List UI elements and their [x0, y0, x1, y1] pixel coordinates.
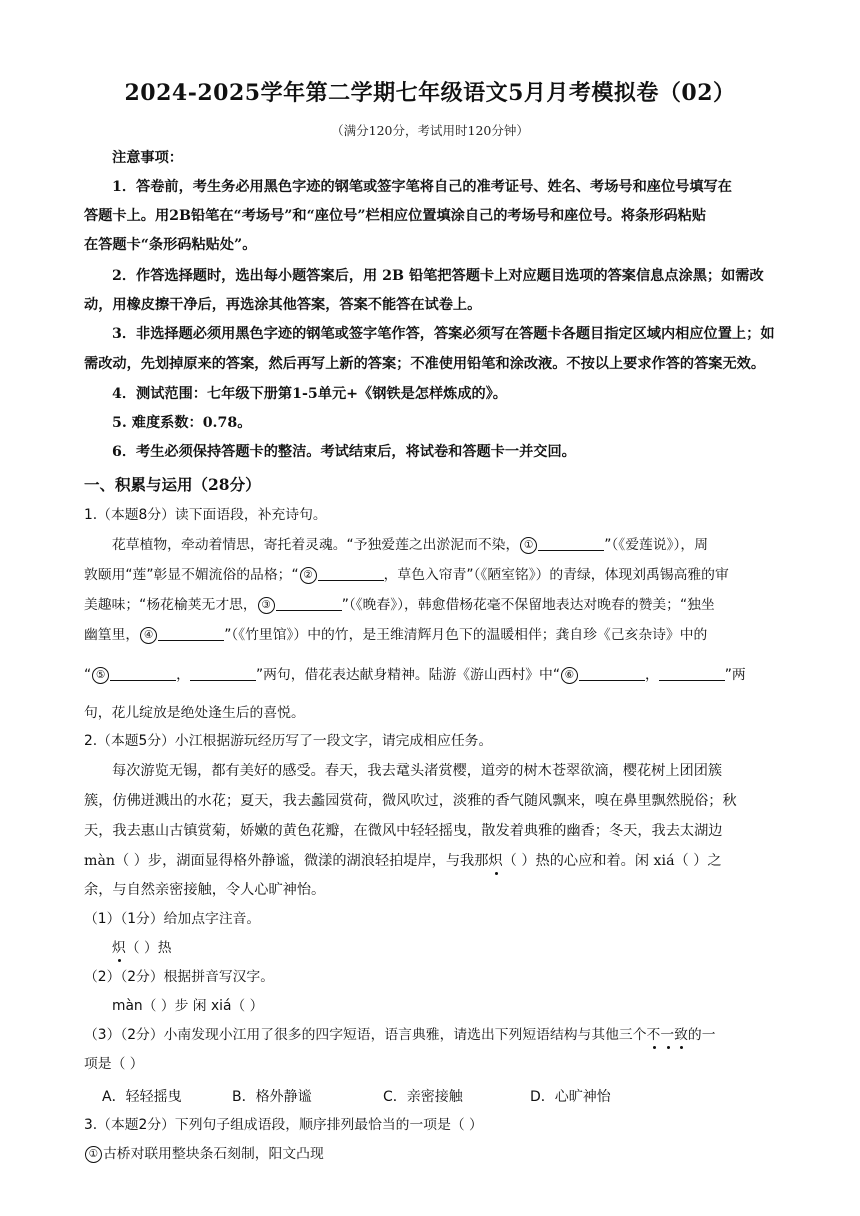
- option-d[interactable]: D．心旷神怡: [530, 1089, 611, 1105]
- q2-sub-2: （2）（2分）根据拼音写汉字。: [84, 969, 275, 985]
- q1-line-2: 敦颐用“莲”彰显不媚流俗的品格；“ ② ，草色入帘青”（《陋室铭》）的青绿，体现刘禹锡高雅的审: [84, 567, 729, 583]
- option-a[interactable]: A．轻轻摇曳: [102, 1089, 182, 1105]
- option-c[interactable]: C．亲密接触: [383, 1089, 463, 1105]
- q1-line-1: 花草植物，牵动着情思，寄托着灵魂。“予独爱莲之出淤泥而不染， ① ”（《爱莲说》），周: [112, 537, 708, 553]
- blank-marker: ①: [520, 537, 537, 554]
- notice-item-1-line-3: 在答题卡“条形码粘贴处”。: [84, 237, 257, 253]
- notice-item-1-line-2: 答题卡上。用2B铅笔在“考场号”和“座位号”栏相应位置填涂自己的考场号和座位号。将条形码粘贴: [84, 208, 707, 224]
- notice-item-5: 5. 难度系数：0.78。: [112, 415, 252, 431]
- notice-item-1-line-1: 1．答卷前，考生务必用黑色字迹的钢笔或签字笔将自己的准考证号、姓名、考场号和座位号填写在: [112, 179, 732, 195]
- notice-item-6: 6．考生必须保持答题卡的整洁。考试结束后，将试卷和答题卡一并交回。: [112, 444, 576, 460]
- q2-sub-3-line-1: （3）（2分）小南发现小江用了很多的四字短语，语言典雅，请选出下列短语结构与其他三个不一致的一: [84, 1027, 716, 1043]
- notice-item-4: 4．测试范围：七年级下册第1-5单元+《钢铁是怎样炼成的》。: [112, 386, 507, 402]
- dotted-char: 炽: [488, 853, 503, 869]
- answer-blank[interactable]: [538, 536, 604, 551]
- q2-passage-line-2: 簇，仿佛迸溅出的水花；夏天，我去蠡园赏荷，微风吹过，淡雅的香气随风飘来，嗅在鼻里飘然脱俗；秋: [84, 793, 737, 809]
- answer-blank[interactable]: [318, 566, 384, 581]
- answer-blank[interactable]: [110, 666, 176, 681]
- q2-passage-line-1: 每次游览无锡，都有美好的感受。春天，我去鼋头渚赏樱，道旁的树木苍翠欲滴，樱花树上团团簇: [112, 763, 723, 779]
- q2-stem: 2.（本题5分）小江根据游玩经历写了一段文字，请完成相应任务。: [84, 733, 493, 749]
- q2-sub-2-answer: màn（ ）步 闲 xiá（ ）: [112, 998, 264, 1014]
- option-b[interactable]: B．格外静谧: [232, 1089, 312, 1105]
- q1-line-6: 句，花儿绽放是绝处逢生后的喜悦。: [84, 705, 305, 721]
- notice-item-2-line-1: 2．作答选择题时，选出每小题答案后，用 2B 铅笔把答题卡上对应题目选项的答案信息点涂黑；如需改: [112, 268, 764, 284]
- blank-marker: ④: [140, 627, 157, 644]
- q1-line-4: 幽篁里， ④ ”（《竹里馆》）中的竹，是王维清辉月色下的温暖相伴；龚自珍《己亥杂诗》中的: [84, 627, 708, 643]
- q3-stem: 3.（本题2分）下列句子组成语段，顺序排列最恰当的一项是（ ）: [84, 1117, 483, 1133]
- blank-marker: ③: [258, 597, 275, 614]
- answer-blank[interactable]: [158, 626, 224, 641]
- notice-item-3-line-2: 需改动，先划掉原来的答案，然后再写上新的答案；不准使用铅笔和涂改液。不按以上要求作答的答案无效。: [84, 356, 766, 372]
- q1-line-3: 美趣味；“杨花榆荚无才思， ③ ”（《晚春》），韩愈借杨花毫不保留地表达对晚春的赞美；“独坐: [84, 597, 715, 613]
- answer-blank[interactable]: [579, 666, 645, 681]
- dotted-char: 炽: [112, 940, 126, 956]
- q2-sub-1: （1）（1分）给加点字注音。: [84, 911, 261, 927]
- notice-heading: 注意事项：: [112, 150, 183, 166]
- q2-passage-line-5: 余，与自然亲密接触，令人心旷神怡。: [84, 882, 326, 898]
- blank-marker: ②: [300, 567, 317, 584]
- blank-marker: ⑤: [92, 667, 109, 684]
- answer-blank[interactable]: [659, 666, 725, 681]
- page-title: 2024-2025学年第二学期七年级语文5月月考模拟卷（02）: [124, 80, 736, 106]
- q2-sub-1-answer: 炽（ ）热: [112, 940, 172, 956]
- q1-line-5: “ ⑤ ， ”两句，借花表达献身精神。陆游《游山西村》中“ ⑥ ， ”两: [84, 667, 746, 683]
- q2-passage-line-3: 天，我去惠山古镇赏菊，娇嫩的黄色花瓣，在微风中轻轻摇曳，散发着典雅的幽香；冬天，我去太湖边: [84, 823, 723, 839]
- q2-sub-3-line-2: 项是（ ）: [84, 1056, 144, 1072]
- blank-marker: ⑥: [561, 667, 578, 684]
- answer-blank[interactable]: [276, 596, 342, 611]
- notice-item-3-line-1: 3．非选择题必须用黑色字迹的钢笔或签字笔作答，答案必须写在答题卡各题目指定区域内相应位置上；如: [112, 326, 775, 342]
- q2-passage-line-4: màn（ ）步，湖面显得格外静谧，微漾的湖浪轻拍堤岸，与我那炽（ ）热的心应和着。闲 xiá（ ）之: [84, 853, 722, 869]
- answer-blank[interactable]: [190, 666, 256, 681]
- sentence-marker: ①: [85, 1146, 102, 1163]
- notice-item-2-line-2: 动，用橡皮擦干净后，再选涂其他答案，答案不能答在试卷上。: [84, 297, 482, 313]
- section-heading: 一、积累与运用（28分）: [84, 475, 261, 494]
- q3-sentence-1: ① 古桥对联用整块条石刻制，阳文凸现: [84, 1144, 784, 1164]
- q1-stem: 1.（本题8分）读下面语段，补充诗句。: [84, 507, 327, 523]
- page-subtitle: （满分120分，考试用时120分钟）: [331, 123, 529, 138]
